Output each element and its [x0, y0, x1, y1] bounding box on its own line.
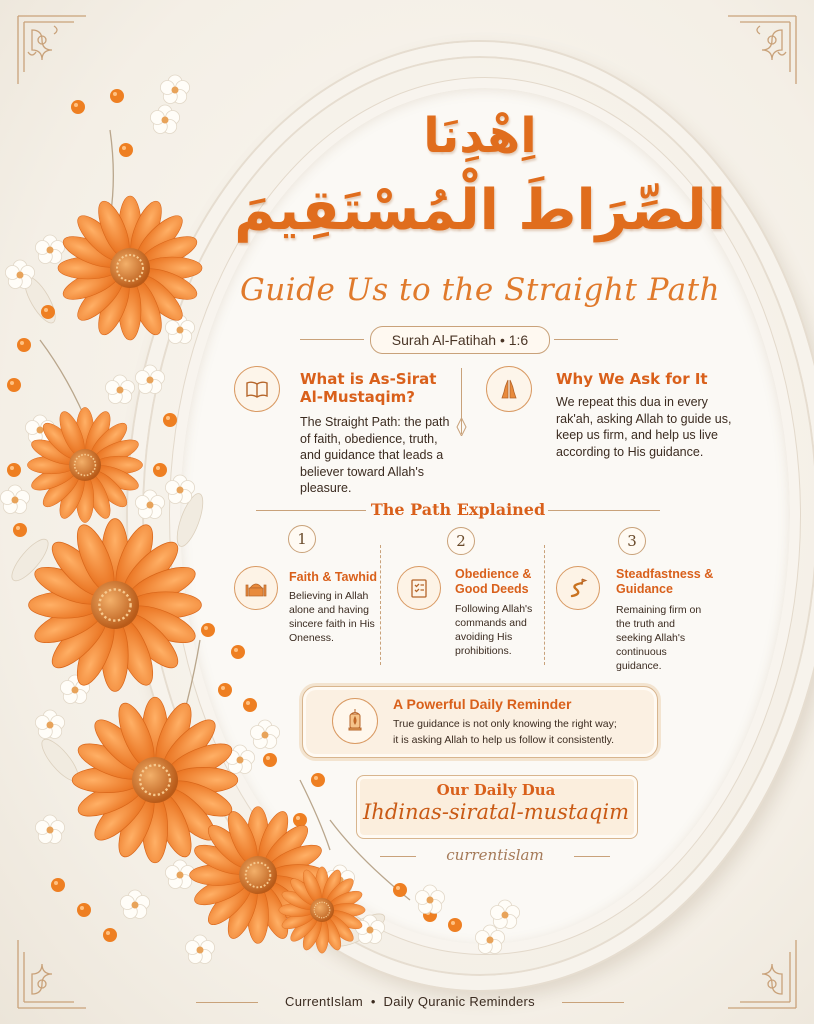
step-number-badge: 1 — [288, 525, 316, 553]
dashed-divider — [380, 545, 381, 665]
divider-line — [554, 339, 618, 340]
step-title-faith: Faith & Tawhid — [289, 570, 377, 584]
corner-ornament-icon — [724, 12, 800, 88]
footer-text: CurrentIslam • Daily Quranic Reminders — [285, 994, 535, 1009]
arabic-title-line1: اِهْدِنَا — [423, 108, 537, 164]
step-title-obedience — [455, 567, 531, 597]
arabic-title-line2: الصِّرَاطَ الْمُسْتَقِيمَ — [234, 178, 726, 243]
mosque-icon — [234, 566, 278, 610]
section-text-why: We repeat this dua in every rak'ah, asking Allah to guide us, keep us firm, and help us live according to His guidance. — [556, 395, 732, 459]
dashed-divider — [544, 545, 545, 665]
step-number-badge: 3 — [618, 527, 646, 555]
step-text-steadfastness: Remaining firm on the truth and seeking Allah's continuous guidance. — [616, 604, 702, 672]
praying-hands-icon — [486, 366, 532, 412]
dua-transliteration: Ihdinas-siratal-mustaqim — [363, 800, 629, 824]
step-text-faith: Believing in Allah alone and having sincere faith in His Oneness. — [289, 590, 375, 644]
section-title-what — [300, 370, 436, 406]
step-text-obedience: Following Allah's commands and avoiding His prohibitions. — [455, 603, 533, 657]
diamond-ornament-icon — [456, 418, 467, 436]
step-title-line: Steadfastness & — [616, 567, 714, 581]
reminder-title: A Powerful Daily Reminder — [393, 696, 572, 712]
step-title-steadfastness — [616, 567, 713, 597]
step-number-badge: 2 — [447, 527, 475, 555]
winding-path-icon — [556, 566, 600, 610]
section-text-what: The Straight Path: the path of faith, obedience, truth, and guidance that leads a believer toward Allah's pleasure. — [300, 415, 450, 495]
path-explained-title: The Path Explained — [370, 500, 546, 519]
english-title: Guide Us to the Straight Path — [239, 272, 721, 308]
checklist-icon — [397, 566, 441, 610]
step-title-line: Guidance — [616, 582, 673, 596]
reminder-text — [393, 716, 643, 748]
divider-line — [548, 510, 660, 511]
section-title-line: What is As-Sirat — [300, 370, 437, 388]
reminder-text-line: True guidance is not only knowing the right way; — [393, 718, 617, 730]
lantern-icon — [332, 698, 378, 744]
section-title-why: Why We Ask for It — [556, 370, 708, 388]
brand-signature: currentislam — [446, 846, 544, 864]
divider-line — [256, 510, 366, 511]
step-title-line: Good Deeds — [455, 582, 529, 596]
corner-ornament-icon — [724, 936, 800, 1012]
dua-title: Our Daily Dua — [436, 781, 556, 799]
step-title-line: Obedience & — [455, 567, 532, 581]
surah-reference-badge: Surah Al-Fatihah • 1:6 — [370, 326, 550, 354]
section-title-line: Al-Mustaqim? — [300, 388, 416, 406]
quran-book-icon — [234, 366, 280, 412]
divider-line — [300, 339, 364, 340]
reminder-text-line: it is asking Allah to help us follow it consistently. — [393, 734, 614, 746]
